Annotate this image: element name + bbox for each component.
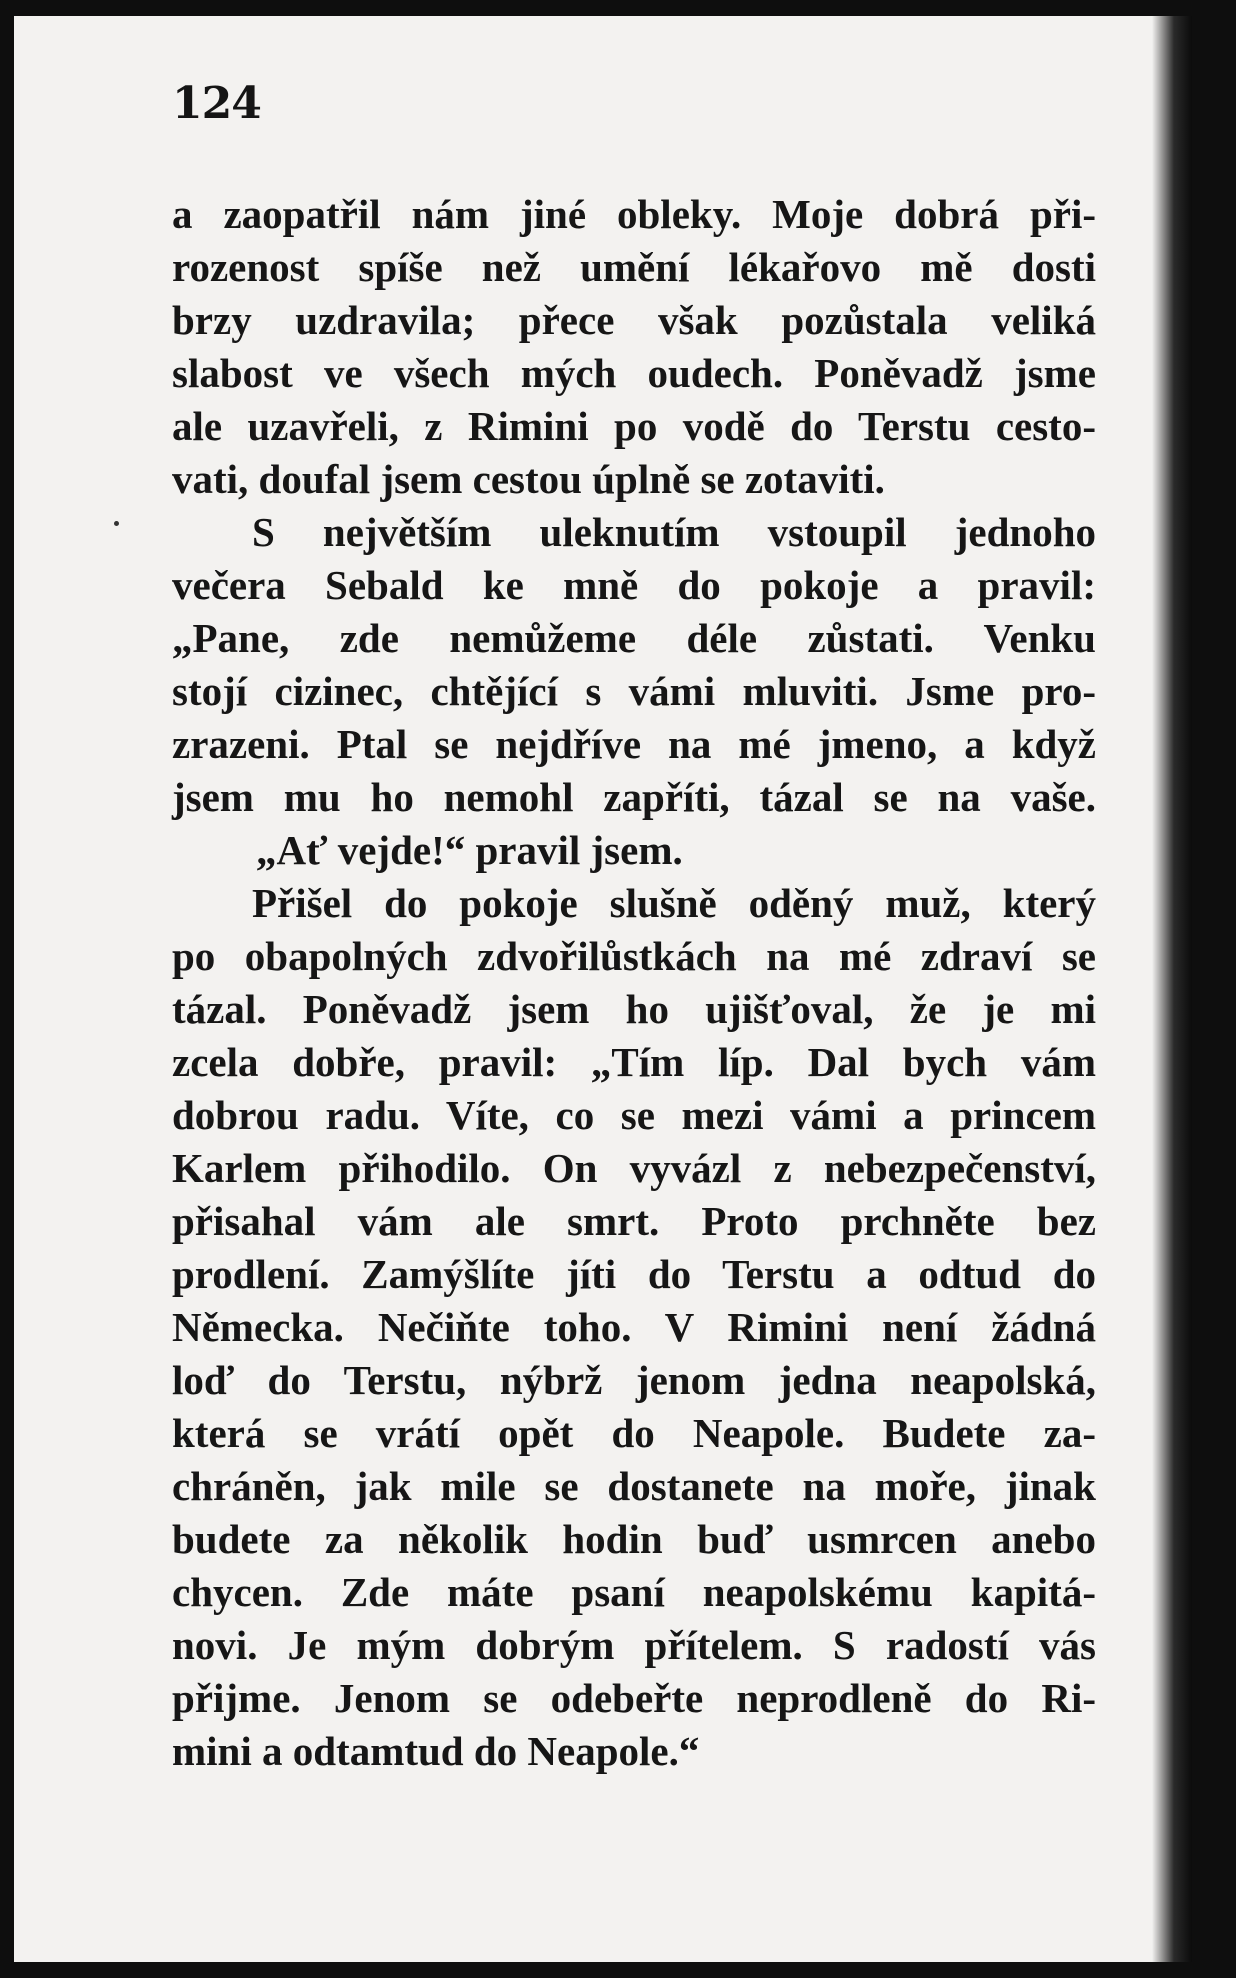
text-line: ale uzavřeli, z Rimini po vodě do Terstu cesto- xyxy=(172,403,1096,449)
text-line: přijme. Jenom se odebeřte neprodleně do Ri- xyxy=(172,1675,1096,1721)
text-line: budete za několik hodin buď usmrcen anebo xyxy=(172,1516,1096,1562)
text-line: novi. Je mým dobrým přítelem. S radostí vás xyxy=(172,1622,1096,1668)
text-line: chráněn, jak mile se dostanete na moře, jinak xyxy=(172,1463,1096,1509)
text-line: jsem mu ho nemohl zapříti, tázal se na vaše. xyxy=(172,774,1096,820)
text-line: S největším uleknutím vstoupil jednoho xyxy=(252,509,1096,555)
book-page xyxy=(14,16,1192,1962)
text-line: stojí cizinec, chtějící s vámi mluviti. Jsme pro- xyxy=(172,668,1096,714)
text-line: „Ať vejde!“ pravil jsem. xyxy=(256,827,683,873)
book-spine-shadow xyxy=(1152,16,1192,1962)
text-line: zcela dobře, pravil: „Tím líp. Dal bych vám xyxy=(172,1039,1096,1085)
text-line: loď do Terstu, nýbrž jenom jedna neapolská, xyxy=(172,1357,1096,1403)
text-line: rozenost spíše než umění lékařovo mě dosti xyxy=(172,244,1096,290)
text-line: brzy uzdravila; přece však pozůstala veliká xyxy=(172,297,1096,343)
text-line: Karlem přihodilo. On vyvázl z nebezpečenství, xyxy=(172,1145,1096,1191)
text-line: chycen. Zde máte psaní neapolskému kapitá- xyxy=(172,1569,1096,1615)
text-line: přisahal vám ale smrt. Proto prchněte bez xyxy=(172,1198,1096,1244)
text-line: a zaopatřil nám jiné obleky. Moje dobrá při- xyxy=(172,191,1096,237)
text-line: „Pane, zde nemůžeme déle zůstati. Venku xyxy=(172,615,1096,661)
text-line: Německa. Nečiňte toho. V Rimini není žádná xyxy=(172,1304,1096,1350)
text-line: dobrou radu. Víte, co se mezi vámi a princem xyxy=(172,1092,1096,1138)
text-line: slabost ve všech mých oudech. Poněvadž jsme xyxy=(172,350,1096,396)
text-line: večera Sebald ke mně do pokoje a pravil: xyxy=(172,562,1096,608)
text-line: která se vrátí opět do Neapole. Budete za- xyxy=(172,1410,1096,1456)
text-line: po obapolných zdvořilůstkách na mé zdraví se xyxy=(172,933,1096,979)
body-text xyxy=(172,188,1096,1778)
page-number: 124 xyxy=(172,78,261,129)
text-line: tázal. Poněvadž jsem ho ujišťoval, že je mi xyxy=(172,986,1096,1032)
text-line: vati, doufal jsem cestou úplně se zotaviti. xyxy=(172,456,885,502)
text-line: prodlení. Zamýšlíte jíti do Terstu a odtud do xyxy=(172,1251,1096,1297)
text-line: Přišel do pokoje slušně oděný muž, který xyxy=(252,880,1096,926)
print-speck xyxy=(114,521,119,526)
text-line: zrazeni. Ptal se nejdříve na mé jmeno, a když xyxy=(172,721,1096,767)
text-line: mini a odtamtud do Neapole.“ xyxy=(172,1728,700,1774)
